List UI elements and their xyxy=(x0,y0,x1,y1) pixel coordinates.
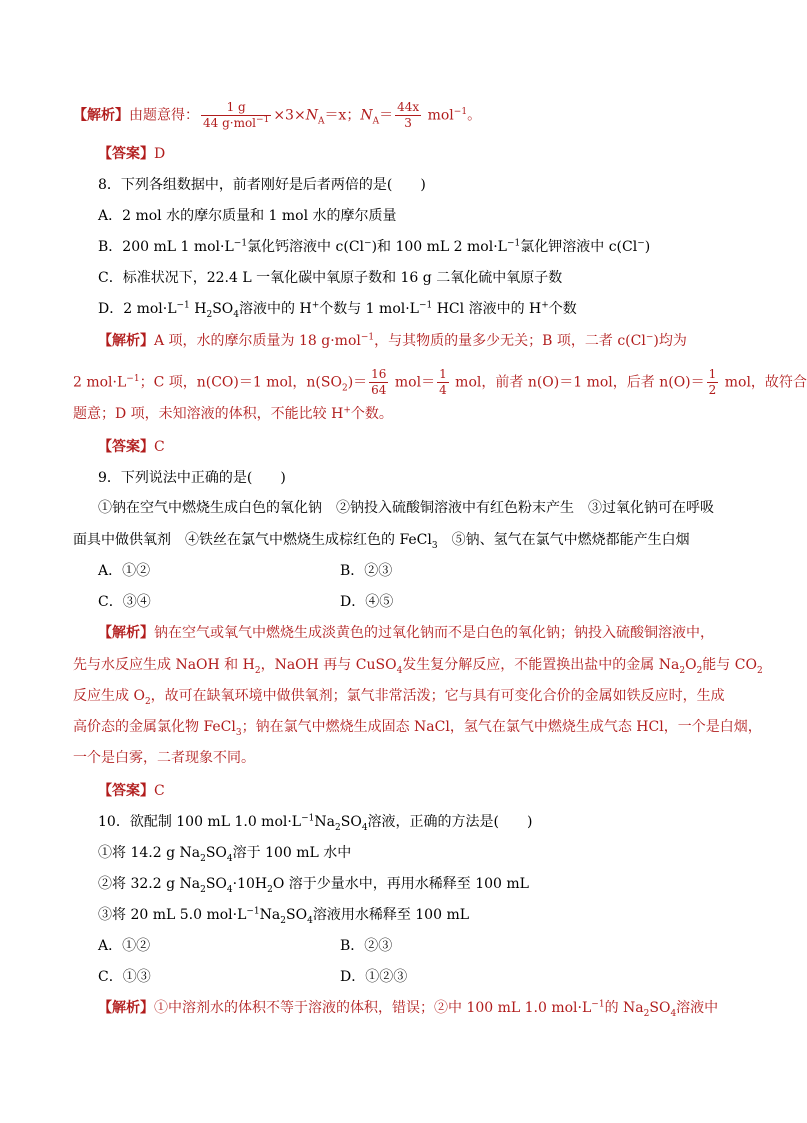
option-9d: D．④⑤ xyxy=(340,594,394,610)
fraction: $\frac{44x}{3}$ xyxy=(397,100,420,130)
answer-label: 【答案】 xyxy=(98,783,154,799)
analysis-q9-line1: 【解析】钠在空气或氧气中燃烧生成淡黄色的过氧化钠而不是白色的氧化钠；钠投入硫酸铜溶液中， xyxy=(98,625,714,641)
analysis-label: 【解析】 xyxy=(98,1000,154,1016)
analysis-q8-line2: 2 $mol\cdot L^{-1}$；C 项，n(CO)＝1 mol，$n(SO_2)=$ $\frac{16}{64}$ mol＝ $\frac{1}{4}$ mol，前者 n(O)＝1 mol，后者 n(O)＝ $\frac{1}{2}$ mol，故符合 xyxy=(73,367,807,397)
fraction: $\frac{1}{2}$ xyxy=(708,367,717,397)
analysis-q9-line5: 一个是白雾，二者现象不同。 xyxy=(73,750,255,766)
option-9a: A．①② xyxy=(98,563,151,579)
option-8a: A．2 mol 水的摩尔质量和 1 mol 水的摩尔质量 xyxy=(98,208,397,224)
option-9b: B．②③ xyxy=(340,563,393,579)
question-10-item-1: ①将 14.2 g $Na_2SO_4$溶于 100 mL 水中 xyxy=(98,845,352,864)
option-8b: B．200 mL 1 $mol\cdot L^{-1}$氯化钙溶液中 c(Cl−)和 100 mL 2 $mol\cdot L^{-1}$氯化钾溶液中 c(Cl−) xyxy=(98,238,651,255)
fraction: $\frac{16}{64}$ xyxy=(371,367,387,397)
analysis-label: 【解析】 xyxy=(98,625,154,641)
option-8c: C．标准状况下，22.4 L 一氧化碳中氧原子数和 16 g 二氧化硫中氧原子数 xyxy=(98,270,563,286)
answer-q8: 【答案】C xyxy=(98,439,165,455)
fraction: $\frac{1}{4}$ xyxy=(439,367,447,397)
answer-q7: 【答案】D xyxy=(98,146,166,162)
analysis-q9-line3: 反应生成 $O_2$，故可在缺氧环境中做供氧剂；氯气非常活泼；它与具有可变化合价的金属如铁反应时，生成 xyxy=(73,688,725,707)
analysis-q8-line3: 题意；D 项，未知溶液的体积，不能比较 H+个数。 xyxy=(73,405,393,422)
question-10: 10．欲配制 100 mL 1.0 $mol\cdot L^{-1}Na_2SO_4$溶液，正确的方法是( ) xyxy=(98,813,533,833)
option-8d: D．2 $mol\cdot L^{-1}$ $H_2SO_4$溶液中的 H+个数与 1 $mol\cdot L^{-1}$ HCl 溶液中的 H+个数 xyxy=(98,300,577,320)
analysis-q10-line1: 【解析】①中溶剂水的体积不等于溶液的体积，错误；②中 100 mL 1.0 $mol\cdot L^{-1}$的 $Na_2SO_4$溶液中 xyxy=(98,999,719,1019)
analysis-label: 【解析】 xyxy=(73,107,129,124)
fraction: $\frac{1 g}{44 g\cdot mol^{-1}}$ xyxy=(203,100,270,130)
question-9: 9．下列说法中正确的是( ) xyxy=(98,470,286,486)
option-10b: B．②③ xyxy=(340,938,393,954)
question-9-statements-2: 面具中做供氧剂 ④铁丝在氯气中燃烧生成棕红色的 FeCl$_3$ ⑤钠、氢气在氯气中燃烧都能产生白烟 xyxy=(73,532,690,551)
analysis-q9-line2: 先与水反应生成 NaOH 和 $H_2$，NaOH 再与 CuSO$_4$发生复分解反应，不能置换出盐中的金属 $Na_2O_2$能与 $CO_2$ xyxy=(73,657,763,676)
option-9c: C．③④ xyxy=(98,594,151,610)
option-10d: D．①②③ xyxy=(340,969,408,985)
analysis-label: 【解析】 xyxy=(98,333,154,349)
answer-label: 【答案】 xyxy=(98,439,154,455)
answer-label: 【答案】 xyxy=(98,146,154,162)
option-10c: C．①③ xyxy=(98,969,151,985)
question-9-statements-1: ①钠在空气中燃烧生成白色的氧化钠 ②钠投入硫酸铜溶液中有红色粉末产生 ③过氧化钠可在呼吸 xyxy=(98,500,714,516)
answer-q9: 【答案】C xyxy=(98,783,165,799)
analysis-q7: 【解析】由题意得： $\frac{1 g}{44 g\cdot mol^{-1}}$ $\times 3\times N_A=x$；$N_A=$ $\frac{44x}{3}$ mol$^{-1}$。 xyxy=(73,100,482,130)
analysis-q8-line1: 【解析】A 项，水的摩尔质量为 18 g·mol$^{-1}$，与其物质的量多少无关；B 项，二者 c(Cl−)均为 xyxy=(98,332,687,349)
question-10-item-3: ③将 20 mL 5.0 $mol\cdot L^{-1}Na_2SO_4$溶液用水稀释至 100 mL xyxy=(98,906,470,926)
question-8: 8．下列各组数据中，前者刚好是后者两倍的是( ) xyxy=(98,177,426,193)
analysis-q9-line4: 高价态的金属氯化物 FeCl$_3$；钠在氯气中燃烧生成固态 NaCl，氢气在氯气中燃烧生成气态 HCl，一个是白烟， xyxy=(73,719,762,738)
question-10-item-2: ②将 32.2 g $Na_2SO_4\cdot 10H_2O$ 溶于少量水中，再用水稀释至 100 mL xyxy=(98,876,529,895)
option-10a: A．①② xyxy=(98,938,151,954)
